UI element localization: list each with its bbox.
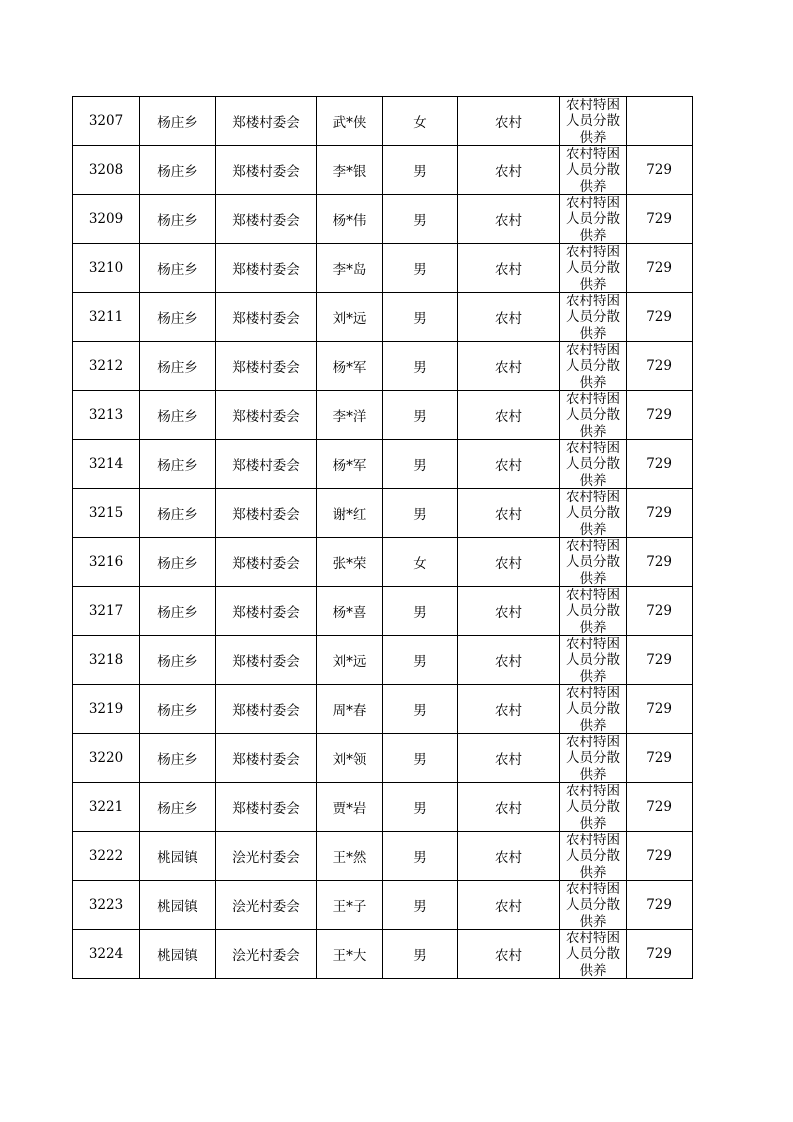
village-committee-cell: 郑楼村委会 [216,146,317,195]
gender-cell: 男 [383,489,458,538]
table-row [73,440,693,489]
area-type-cell: 农村 [458,832,560,881]
area-type-cell: 农村 [458,783,560,832]
table-row [73,636,693,685]
township-cell: 杨庄乡 [140,244,216,293]
village-committee-cell: 郑楼村委会 [216,685,317,734]
township-cell: 杨庄乡 [140,97,216,146]
table-row [73,538,693,587]
record-number-cell: 3222 [73,832,140,881]
record-number-cell: 3216 [73,538,140,587]
support-category-cell [560,342,627,391]
support-category-text: 农村特困人员分散供养 [566,734,620,782]
village-committee-cell: 郑楼村委会 [216,636,317,685]
support-category-cell [560,244,627,293]
village-committee-cell: 郑楼村委会 [216,342,317,391]
village-committee-cell: 郑楼村委会 [216,440,317,489]
village-committee-cell: 郑楼村委会 [216,391,317,440]
person-name-cell: 杨*军 [317,342,383,391]
area-type-cell: 农村 [458,342,560,391]
amount-cell: 729 [627,391,693,440]
gender-cell: 男 [383,881,458,930]
person-name-cell: 李*洋 [317,391,383,440]
gender-cell: 男 [383,734,458,783]
gender-cell: 男 [383,930,458,979]
support-category-cell [560,146,627,195]
township-cell: 杨庄乡 [140,440,216,489]
records-table [72,96,693,979]
gender-cell: 男 [383,244,458,293]
area-type-cell: 农村 [458,97,560,146]
records-table-body [73,97,693,979]
person-name-cell: 刘*远 [317,293,383,342]
amount-cell: 729 [627,930,693,979]
support-category-cell [560,538,627,587]
village-committee-cell: 郑楼村委会 [216,734,317,783]
village-committee-cell: 郑楼村委会 [216,97,317,146]
record-number-cell: 3209 [73,195,140,244]
area-type-cell: 农村 [458,685,560,734]
table-row [73,783,693,832]
area-type-cell: 农村 [458,734,560,783]
township-cell: 杨庄乡 [140,636,216,685]
village-committee-cell: 郑楼村委会 [216,489,317,538]
gender-cell: 男 [383,636,458,685]
record-number-cell: 3221 [73,783,140,832]
area-type-cell: 农村 [458,489,560,538]
village-committee-cell: 浍光村委会 [216,930,317,979]
township-cell: 杨庄乡 [140,783,216,832]
person-name-cell: 张*荣 [317,538,383,587]
area-type-cell: 农村 [458,440,560,489]
support-category-cell [560,391,627,440]
person-name-cell: 王*子 [317,881,383,930]
record-number-cell: 3218 [73,636,140,685]
amount-cell: 729 [627,244,693,293]
record-number-cell: 3223 [73,881,140,930]
amount-cell: 729 [627,293,693,342]
area-type-cell: 农村 [458,930,560,979]
table-row [73,734,693,783]
support-category-text: 农村特困人员分散供养 [566,587,620,635]
gender-cell: 男 [383,832,458,881]
support-category-cell [560,293,627,342]
village-committee-cell: 郑楼村委会 [216,538,317,587]
township-cell: 杨庄乡 [140,293,216,342]
support-category-cell [560,440,627,489]
amount-cell: 729 [627,195,693,244]
support-category-cell [560,734,627,783]
support-category-text: 农村特困人员分散供养 [566,342,620,390]
village-committee-cell: 郑楼村委会 [216,293,317,342]
area-type-cell: 农村 [458,195,560,244]
amount-cell: 729 [627,489,693,538]
amount-cell: 729 [627,783,693,832]
township-cell: 杨庄乡 [140,391,216,440]
amount-cell: 729 [627,636,693,685]
amount-cell: 729 [627,832,693,881]
table-row [73,293,693,342]
village-committee-cell: 郑楼村委会 [216,783,317,832]
township-cell: 桃园镇 [140,930,216,979]
area-type-cell: 农村 [458,293,560,342]
person-name-cell: 贾*岩 [317,783,383,832]
gender-cell: 男 [383,195,458,244]
table-row [73,342,693,391]
support-category-cell [560,97,627,146]
support-category-cell [560,195,627,244]
table-row [73,391,693,440]
area-type-cell: 农村 [458,636,560,685]
record-number-cell: 3214 [73,440,140,489]
support-category-text: 农村特困人员分散供养 [566,146,620,194]
support-category-cell [560,930,627,979]
support-category-cell [560,685,627,734]
person-name-cell: 杨*伟 [317,195,383,244]
support-category-text: 农村特困人员分散供养 [566,440,620,488]
person-name-cell: 杨*军 [317,440,383,489]
amount-cell: 729 [627,881,693,930]
gender-cell: 男 [383,293,458,342]
gender-cell: 男 [383,685,458,734]
support-category-text: 农村特困人员分散供养 [566,293,620,341]
support-category-cell [560,587,627,636]
amount-cell: 729 [627,734,693,783]
village-committee-cell: 浍光村委会 [216,881,317,930]
amount-cell: 729 [627,440,693,489]
support-category-text: 农村特困人员分散供养 [566,685,620,733]
gender-cell: 男 [383,783,458,832]
support-category-text: 农村特困人员分散供养 [566,832,620,880]
support-category-cell [560,489,627,538]
township-cell: 杨庄乡 [140,587,216,636]
township-cell: 桃园镇 [140,832,216,881]
person-name-cell: 周*春 [317,685,383,734]
township-cell: 杨庄乡 [140,538,216,587]
support-category-text: 农村特困人员分散供养 [566,930,620,978]
gender-cell: 女 [383,97,458,146]
person-name-cell: 李*银 [317,146,383,195]
person-name-cell: 刘*远 [317,636,383,685]
area-type-cell: 农村 [458,538,560,587]
record-number-cell: 3224 [73,930,140,979]
support-category-text: 农村特困人员分散供养 [566,489,620,537]
area-type-cell: 农村 [458,391,560,440]
amount-cell: 729 [627,685,693,734]
township-cell: 杨庄乡 [140,489,216,538]
area-type-cell: 农村 [458,146,560,195]
village-committee-cell: 郑楼村委会 [216,195,317,244]
record-number-cell: 3210 [73,244,140,293]
village-committee-cell: 郑楼村委会 [216,244,317,293]
table-row [73,97,693,146]
township-cell: 杨庄乡 [140,195,216,244]
table-row [73,489,693,538]
township-cell: 杨庄乡 [140,146,216,195]
table-row [73,930,693,979]
township-cell: 杨庄乡 [140,685,216,734]
amount-cell: 729 [627,587,693,636]
support-category-text: 农村特困人员分散供养 [566,538,620,586]
record-number-cell: 3207 [73,97,140,146]
record-number-cell: 3212 [73,342,140,391]
person-name-cell: 王*然 [317,832,383,881]
person-name-cell: 杨*喜 [317,587,383,636]
township-cell: 杨庄乡 [140,342,216,391]
support-category-cell [560,881,627,930]
gender-cell: 男 [383,342,458,391]
gender-cell: 男 [383,146,458,195]
support-category-text: 农村特困人员分散供养 [566,391,620,439]
person-name-cell: 刘*领 [317,734,383,783]
table-row [73,832,693,881]
area-type-cell: 农村 [458,244,560,293]
record-number-cell: 3217 [73,587,140,636]
amount-cell: 729 [627,146,693,195]
township-cell: 桃园镇 [140,881,216,930]
amount-cell: 729 [627,342,693,391]
gender-cell: 男 [383,391,458,440]
person-name-cell: 谢*红 [317,489,383,538]
support-category-cell [560,636,627,685]
support-category-text: 农村特困人员分散供养 [566,881,620,929]
table-row [73,685,693,734]
support-category-cell [560,832,627,881]
village-committee-cell: 郑楼村委会 [216,587,317,636]
table-row [73,881,693,930]
record-number-cell: 3211 [73,293,140,342]
gender-cell: 女 [383,538,458,587]
village-committee-cell: 浍光村委会 [216,832,317,881]
person-name-cell: 王*大 [317,930,383,979]
record-number-cell: 3215 [73,489,140,538]
area-type-cell: 农村 [458,587,560,636]
area-type-cell: 农村 [458,881,560,930]
record-number-cell: 3220 [73,734,140,783]
gender-cell: 男 [383,440,458,489]
gender-cell: 男 [383,587,458,636]
table-row [73,244,693,293]
amount-cell: 729 [627,538,693,587]
support-category-text: 农村特困人员分散供养 [566,195,620,243]
person-name-cell: 武*侠 [317,97,383,146]
table-row [73,587,693,636]
amount-cell [627,97,693,146]
township-cell: 杨庄乡 [140,734,216,783]
table-row [73,195,693,244]
support-category-text: 农村特困人员分散供养 [566,97,620,145]
person-name-cell: 李*岛 [317,244,383,293]
support-category-text: 农村特困人员分散供养 [566,244,620,292]
record-number-cell: 3208 [73,146,140,195]
support-category-cell [560,783,627,832]
support-category-text: 农村特困人员分散供养 [566,783,620,831]
support-category-text: 农村特困人员分散供养 [566,636,620,684]
table-row [73,146,693,195]
record-number-cell: 3219 [73,685,140,734]
record-number-cell: 3213 [73,391,140,440]
